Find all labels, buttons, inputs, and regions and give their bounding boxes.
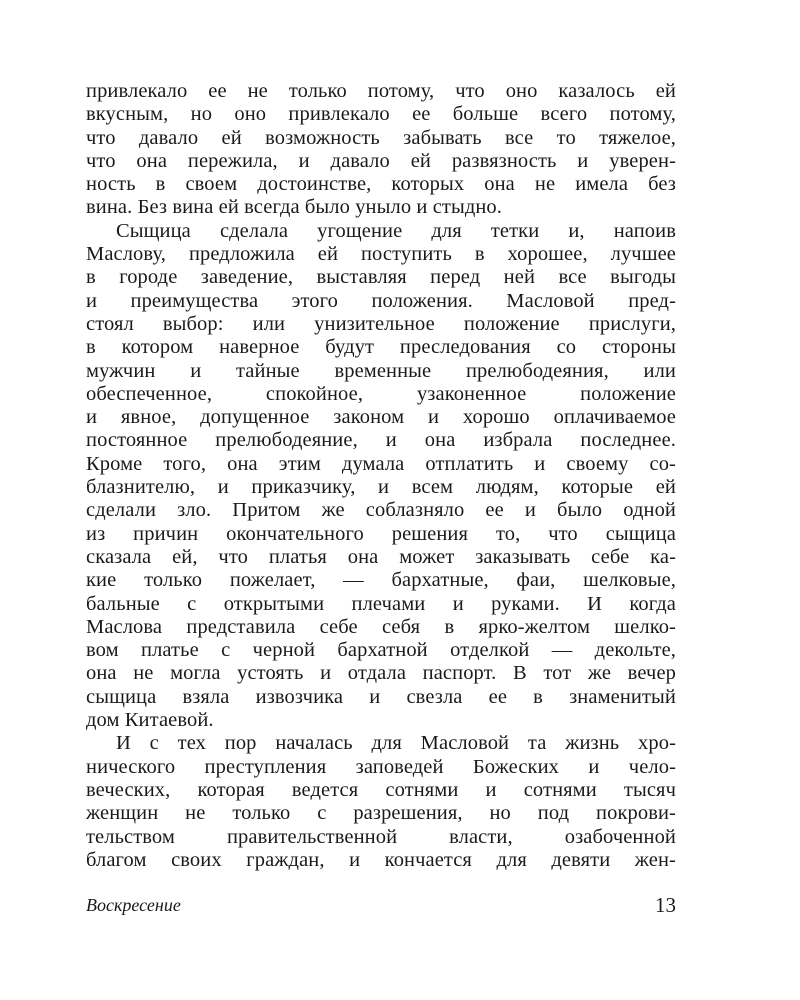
body-text [86, 80, 676, 872]
text-line: благом своих граждан, и кончается для девяти жен- [86, 848, 676, 871]
text-line: нического преступления заповедей Божеских и чело- [86, 755, 676, 778]
page-number: 13 [655, 893, 676, 917]
text-line: в городе заведение, выставляя перед ней все выгоды [86, 266, 676, 289]
text-line: из причин окончательного решения то, что сыщица [86, 522, 676, 545]
text-line: привлекало ее не только потому, что оно казалось ей [86, 80, 676, 102]
text-line: Кроме того, она этим думала отплатить и своему со- [86, 452, 676, 475]
text-line: веческих, которая ведется сотнями и сотнями тысяч [86, 778, 676, 801]
text-line: мужчин и тайные временные прелюбодеяния, или [86, 359, 676, 382]
text-line: И с тех пор началась для Масловой та жизнь хро- [116, 732, 676, 755]
text-line: что давало ей возможность забывать все то тяжелое, [86, 126, 676, 149]
text-line: бальные с открытыми плечами и руками. И когда [86, 592, 676, 615]
text-line: обеспеченное, спокойное, узаконенное положение [86, 382, 676, 405]
text-line: вом платье с черной бархатной отделкой — декольте, [86, 639, 676, 662]
text-line: и преимущества этого положения. Масловой пред- [86, 289, 676, 312]
text-line: постоянное прелюбодеяние, и она избрала последнее. [86, 429, 676, 452]
text-line: что она пережила, и давало ей развязность и уверен- [86, 149, 676, 172]
text-line: вкусным, но оно привлекало ее больше всего потому, [86, 103, 676, 126]
text-line: она не могла устоять и отдала паспорт. В тот же вечер [86, 662, 676, 685]
text-line: в котором наверное будут преследования со стороны [86, 336, 676, 359]
text-line: Маслову, предложила ей поступить в хорошее, лучшее [86, 243, 676, 266]
text-line: сделали зло. Притом же соблазняло ее и было одной [86, 499, 676, 522]
text-line: и явное, допущенное законом и хорошо оплачиваемое [86, 406, 676, 429]
text-line: сыщица взяла извозчика и свезла ее в знаменитый [86, 685, 676, 708]
text-line: сказала ей, что платья она может заказывать себе ка- [86, 545, 676, 568]
page-footer [86, 893, 676, 919]
text-line: блазнителю, и приказчику, и всем людям, которые ей [86, 476, 676, 499]
text-line: кие только пожелает, — бархатные, фаи, шелковые, [86, 569, 676, 592]
text-line: Маслова представила себе себя в ярко-желтом шелко- [86, 615, 676, 638]
text-line: ность в своем достоинстве, которых она не имела без [86, 173, 676, 196]
text-line: вина. Без вина ей всегда было уныло и стыдно. [86, 196, 503, 219]
text-line: стоял выбор: или унизительное положение прислуги, [86, 312, 676, 335]
text-line: женщин не только с разрешения, но под покрови- [86, 802, 676, 825]
text-line: дом Китаевой. [86, 709, 214, 732]
text-line: тельством правительственной власти, озабоченной [86, 825, 676, 848]
text-line: Сыщица сделала угощение для тетки и, напоив [116, 219, 676, 242]
running-title: Воскресение [86, 895, 181, 915]
